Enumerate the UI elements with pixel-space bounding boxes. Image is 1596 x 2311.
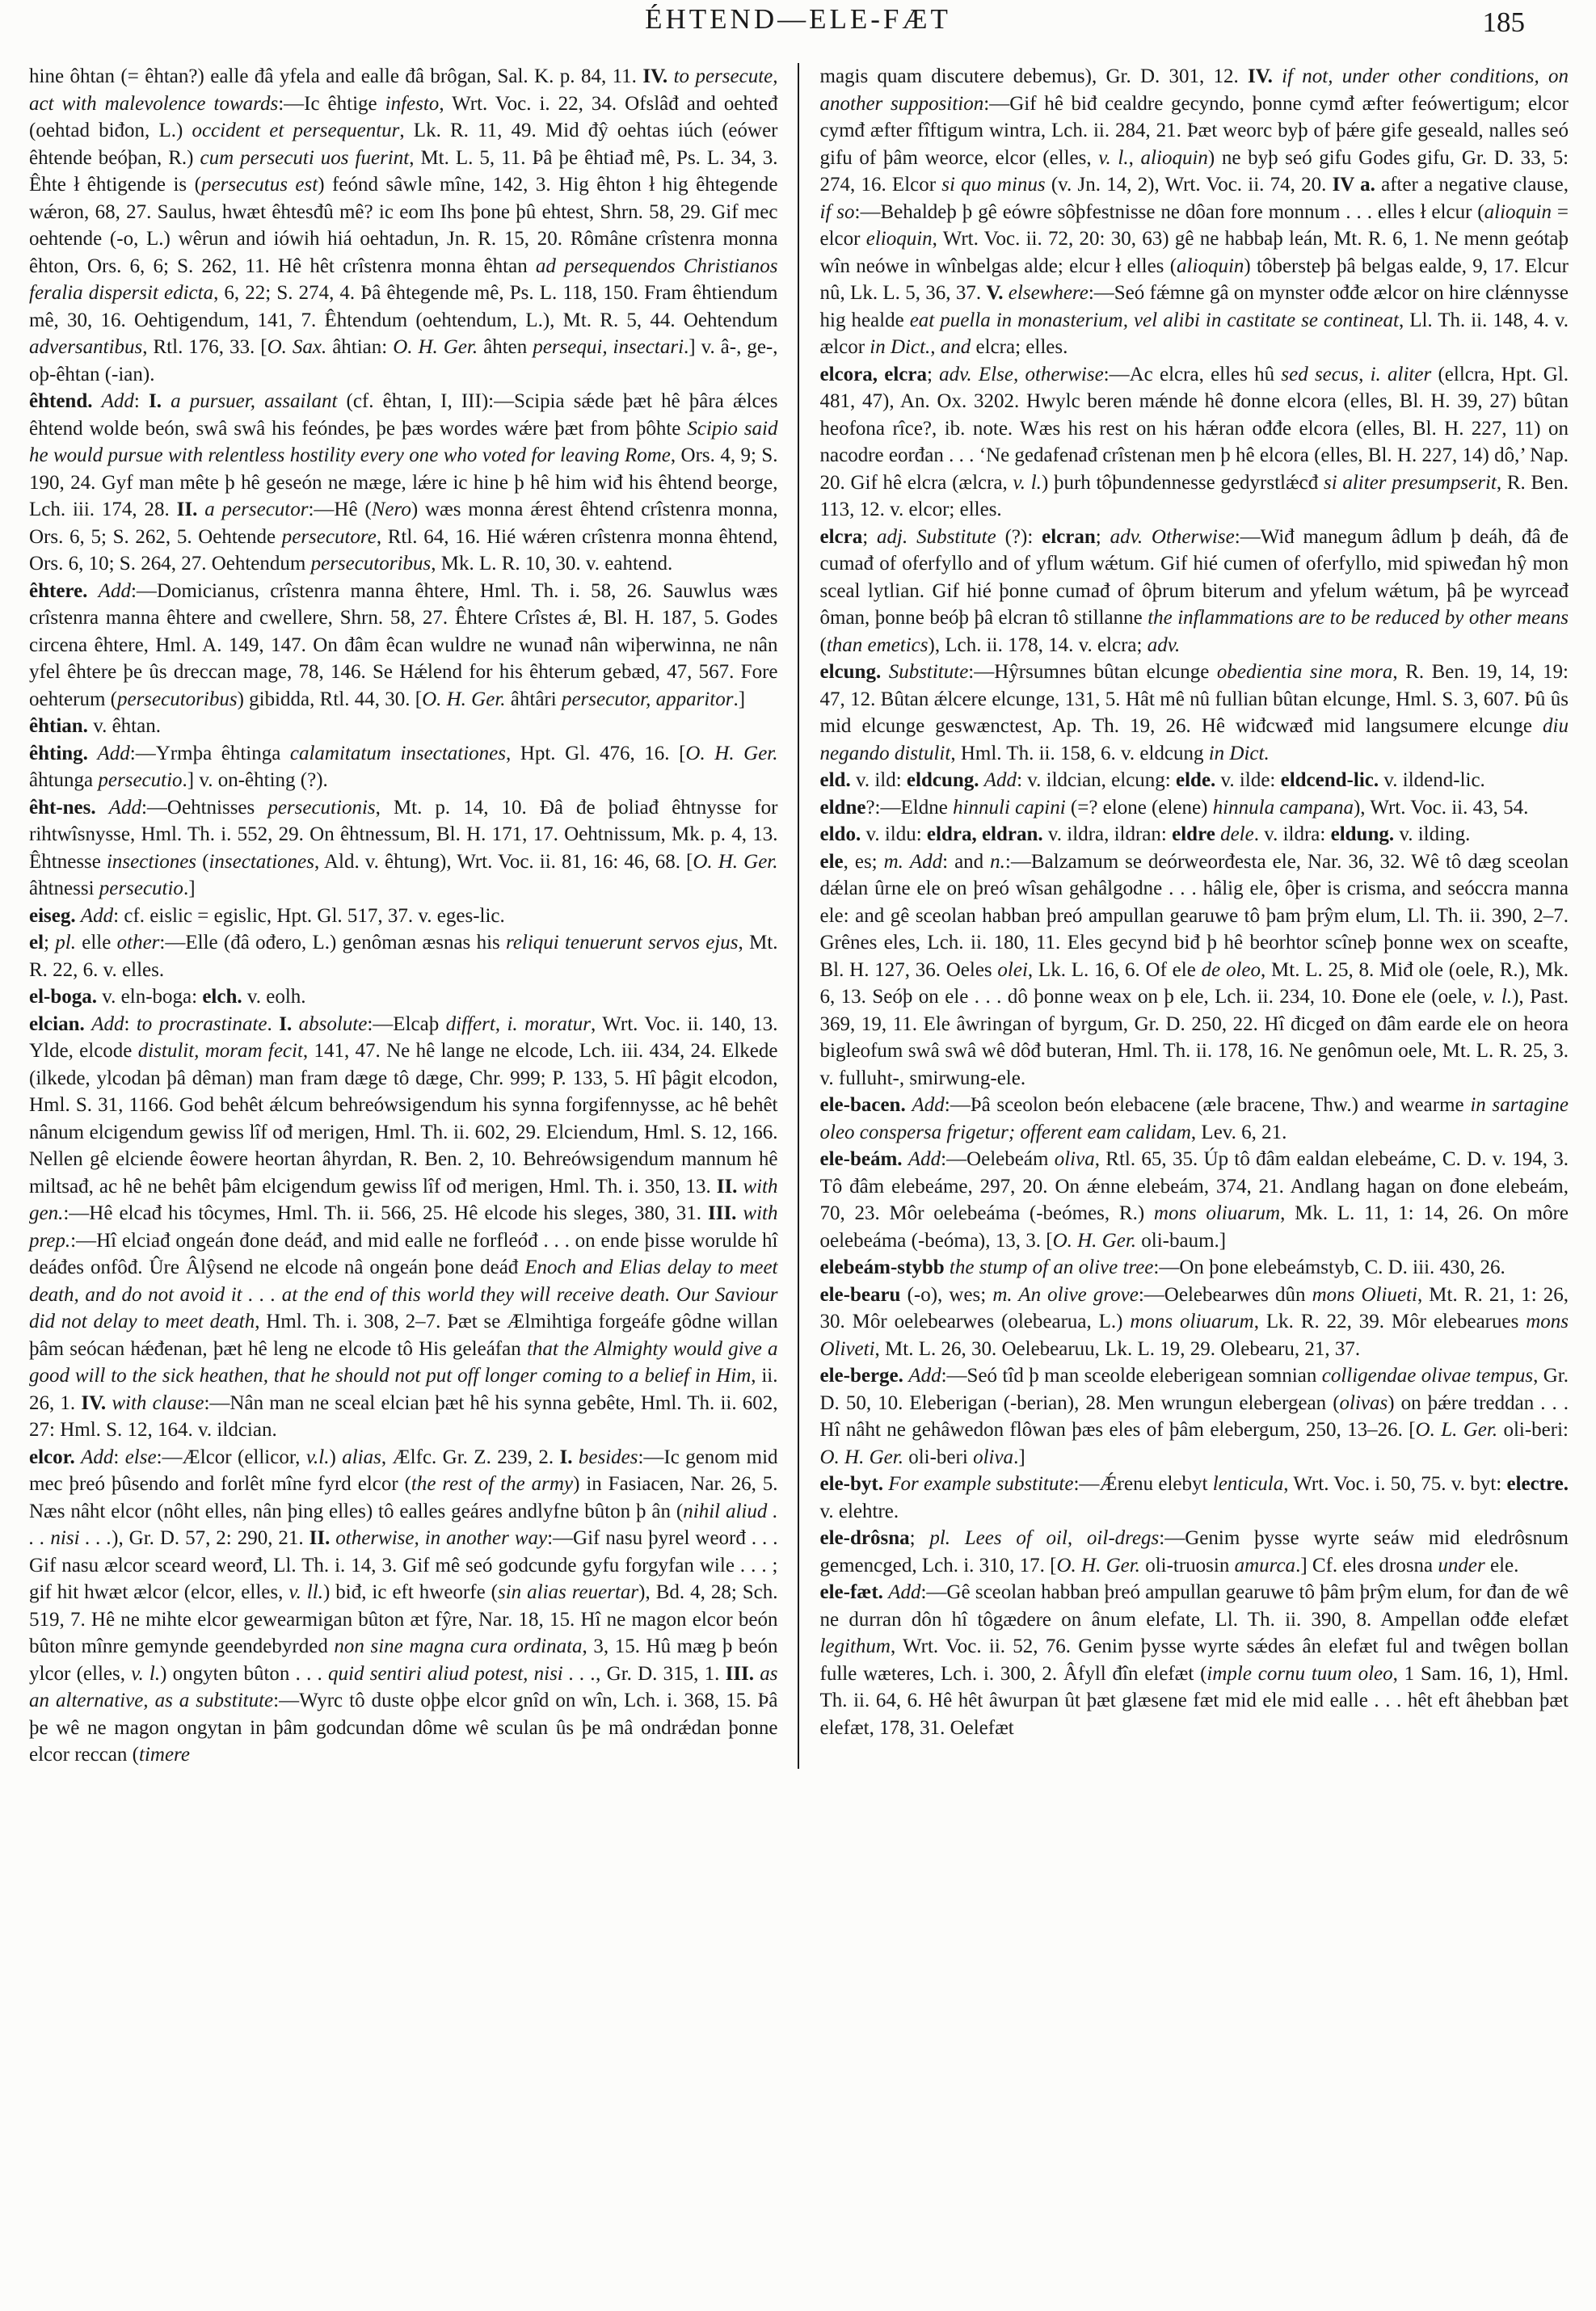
dictionary-entry: el; pl. elle other:—Elle (đâ ođero, L.) genôman æsnas his reliqui tenuerunt servos ejus, Mt. R. 22, 6. v. elles. (29, 932, 778, 981)
dictionary-entry: ele-beám. Add:—Oelebeám oliva, Rtl. 65, 35. Úp tô đâm ealdan elebeáme, C. D. v. 194, 3. Tô đâm elebeáme, 297, 20. On ǽnne elebeám, 374, 21. Andlang hagan on đone elebeám, 70, 23. Môr oelebeáma (-beómes, R.) mons oliuarum, Mk. L. 11, 1: 14, 26. On môre oelebeáma (-beóma), 13, 3. [O. H. Ger. oli-baum.] (819, 1148, 1569, 1252)
dictionary-entry: hine ôhtan (= êhtan?) ealle đâ yfela and ealle đâ brôgan, Sal. K. p. 84, 11. IV. to persecute, act with malevolence towards:—Ic êhtige infesto, Wrt. Voc. i. 22, 34. Ofslâđ and oehteđ (oehtad biđon, L.) occident et persequentur, Lk. R. 11, 49. Mid đŷ oehtas iúch (eówer êhtende beóþan, R.) cum persecuti uos fuerint, Mt. L. 5, 11. Þâ þe êhtiađ mê, Ps. L. 34, 3. Êhte ł êhtigende is (persecutus est) feónd sâwle mîne, 142, 3. Hig êhton ł hig êhtegende wǽron, 68, 27. Saulus, hwæt êhtesđû mê? ic eom Ihs þone þû ehtest, Shrn. 58, 29. Gif mec oehtende (-o, L.) wêrun and iówih hiá oehtadun, Jn. R. 15, 20. Rômâne crîstenra monna êhton, Ors. 6, 6; S. 262, 11. Hê hêt crîstenra monna êhtan ad persequendos Christianos feralia dispersit edicta, 6, 22; S. 274, 4. Þâ êhtegende mê, Ps. L. 118, 150. Fram êhtiendum mê, 30, 16. Oehtigendum, 141, 7. Êhtendum (oehtendum, L.), Mt. R. 5, 44. Oehtendum adversantibus, Rtl. 176, 33. [O. Sax. âhtian: O. H. Ger. âhten persequi, insectari.] v. â-, ge-, oþ-êhtan (-ian). (29, 65, 778, 385)
dictionary-entry: magis quam discutere debemus), Gr. D. 301, 12. IV. if not, under other conditions, on another supposition:—Gif hê biđ cealdre gecyndo, þonne cymđ æfter feówertigum; elcor cymđ æfter fîftigum wintra, Lch. ii. 284, 21. Þæt weorc byþ of þǽre gife geseald, nalles seó gifu of þâm weorce, elcor (elles, v. l., alioquin) ne byþ seó gifu Godes gifu, Gr. D. 33, 5: 274, 16. Elcor si quo minus (v. Jn. 14, 2), Wrt. Voc. ii. 74, 20. IV a. after a negative clause, if so:—Behaldeþ þ gê eówre sôþfestnisse ne dôan fore monnum . . . elles ł elcur (alioquin = elcor elioquin, Wrt. Voc. ii. 72, 20: 30, 63) gê ne habbaþ leán, Mt. R. 6, 1. Ne menn geótaþ wîn neówe in wînbelgas alde; elcur ł elles (alioquin) tôbersteþ þâ belgas ealde, 9, 17. Elcur nû, Lk. L. 5, 36, 37. V. elsewhere:—Seó fǽmne gâ on mynster ođđe ælcor on hire clǽnnysse hig healde eat puella in monasterium, vel alibi in castitate se contineat, Ll. Th. ii. 148, 4. v. ælcor in Dict., and elcra; elles. (819, 65, 1569, 358)
dictionary-entry: ele-bearu (-o), wes; m. An olive grove:—Oelebearwes dûn mons Oliueti, Mt. R. 21, 1: 26, 30. Môr oelebearwes (olebearua, L.) mons oliuarum, Lk. R. 22, 39. Môr elebearues mons Oliveti, Mt. L. 26, 30. Oelebearuu, Lk. L. 19, 29. Olebearu, 21, 37. (819, 1283, 1569, 1360)
left-column (29, 63, 799, 1769)
dictionary-entry: eldo. v. ildu: eldra, eldran. v. ildra, ildran: eldre dele. v. ildra: eldung. v. ilding. (819, 823, 1471, 845)
dictionary-entry: êhting. Add:—Yrmþa êhtinga calamitatum insectationes, Hpt. Gl. 476, 16. [O. H. Ger. âhtunga persecutio.] v. on-êhting (?). (29, 742, 778, 791)
dictionary-entry: elcra; adj. Substitute (?): elcran; adv. Otherwise:—Wiđ manegum âdlum þ deáh, đâ đe cumađ of oferfyllo and of yflum wǽtum. Gif hié cumen of oferfyllo, mid spiweđan hŷ mon sceal lytlian. Gif hié þonne cumađ of ôþrum biterum and yfelum wǽtum, þâ þe wyrceađ ôman, þonne beóþ þâ elcran tô stillanne the inflammations are to be reduced by other means (than emetics), Lch. ii. 178, 14. v. elcra; adv. (819, 525, 1569, 656)
dictionary-entry: ele-fæt. Add:—Gê sceolan habban þreó ampullan gearuwe tô þâm þrŷm elum, for đan đe wê ne durran dôn hî tôgædere on ânum elefate, Ll. Th. ii. 390, 8. Ampellan ođđe elefæt legithum, Wrt. Voc. ii. 52, 76. Genim þysse wyrte sǽdes ân elefæt ful and twêgen bollan fulle wæteres, Lch. i. 300, 2. Âfyll đîn elefæt (imple cornu tuum oleo, 1 Sam. 16, 1), Hml. Th. ii. 64, 6. Hê hêt âwurpan ût þæt glæsene fæt mid ele mid ealle . . . hêt eft âhebban þæt elefæt, 178, 31. Oelefæt (819, 1581, 1569, 1739)
dictionary-entry: eldne?:—Eldne hinnuli capini (=? elone (elene) hinnula campana), Wrt. Voc. ii. 43, 54. (819, 796, 1529, 819)
dictionary-entry: ele-byt. For example substitute:—Ǽrenu elebyt lenticula, Wrt. Voc. i. 50, 75. v. byt: electre. v. elehtre. (819, 1473, 1569, 1522)
dictionary-entry: elcian. Add: to procrastinate. I. absolute:—Elcaþ differt, i. moratur, Wrt. Voc. ii. 140, 13. Ylde, elcode distulit, moram fecit, 141, 47. Ne hê lange ne elcode, Lch. iii. 434, 24. Elkede (ilkede, ylcodan þâ dêman) man fram dæge tô dæge, Chr. 999; P. 133, 5. Hî þâgit elcodon, Hml. S. 31, 1166. God behêt ǽlcum behreówsigendum his synna forgifennysse, ac hê behêt nânum elcigendum gewiss lîf ođ merigen, Hml. Th. ii. 602, 29. Elciendum, Hml. S. 12, 166. Nellen gê elciende êowere heortan âhyrdan, R. Ben. 2, 10. Behreówsigendum mannum hê miltsađ, ac hê ne behêt þâm elcigendum gewiss lîf ođ merigen, Hml. Th. i. 350, 13. II. with gen.:—Hê elcađ his tôcymes, Hml. Th. ii. 566, 25. Hê elcode his sleges, 380, 31. III. with prep.:—Hî elciađ ongeán đone deáđ, and mid ealle ne forfleóđ . . . on ende þisse worulde hî deáđes onfôđ. Ûre Âlŷsend ne elcode nâ ongeán þone deáđ Enoch and Elias delay to meet death, and do not avoid it . . . at the end of this world they will receive death. Our Saviour did not delay to meet death, Hml. Th. i. 308, 2–7. Þæt se Ælmihtiga forgeáfe gôdne willan þâm seócan hǽđenan, þæt hê leng ne elcode tô His geleáfan that the Almighty would give a good will to the sick heathen, that he should not put off longer coming to a belief in Him, ii. 26, 1. IV. with clause:—Nân man ne sceal elcian þæt hê his synna gebête, Hml. Th. ii. 602, 27: Hml. S. 12, 164. v. ildcian. (29, 1012, 778, 1441)
dictionary-entry: êhtere. Add:—Domicianus, crîstenra manna êhtere, Hml. Th. i. 58, 26. Sauwlus wæs crîstenra manna êhtere and cwellere, Shrn. 58, 27. Êhtere Crîstes ǽ, Bl. H. 187, 5. Godes circena êhtere, Hml. A. 149, 147. On đâm êcan wuldre ne wunađ nân wiþerwinna, ne nân yfel êhtere þe ûs dreccan mage, 78, 146. Se Hǽlend for his êhterum gebæd, 47, 567. Fore oehterum (persecutoribus) gibidda, Rtl. 44, 30. [O. H. Ger. âhtâri persecutor, apparitor.] (29, 579, 778, 710)
dictionary-entry: elcora, elcra; adv. Else, otherwise:—Ac elcra, elles hû sed secus, i. aliter (ellcra, Hpt. Gl. 481, 47), An. Ox. 3202. Hwylc beren mǽnde hê đonne elcora (elles, Bl. H. 39, 27) bûtan heofona rîce?, ib. note. Wæs his rest on his hǽran ođđe elcora (elles, Bl. H. 227, 11) on nacodre eorđan . . . ‘Ne gedafenađ crîstenan men þ hê elcora (elles, Bl. H. 227, 14) dô,’ Nap. 20. Gif hê elcra (ælcra, v. l.) þurh tôþundennesse gedyrstlǽcđ si aliter presumpserit, R. Ben. 113, 12. v. elcor; elles. (819, 363, 1569, 520)
dictionary-entry: elebeám-stybb the stump of an olive tree:—On þone elebeámstyb, C. D. iii. 430, 26. (819, 1257, 1505, 1278)
dictionary-entry: el-boga. v. eln-boga: elch. v. eolh. (29, 986, 306, 1008)
page-number: 185 (1482, 6, 1525, 38)
dictionary-entry: êhtend. Add: I. a pursuer, assailant (cf. êhtan, I, III):—Scipia sǽde þæt hê þâra ǽlces êhtend wolde beón, swâ swâ his feóndes, þe þæs wordes wǽre þæt from þôhte Scipio said he would pursue with relentless hostility every one who voted for leaving Rome, Ors. 4, 9; S. 190, 24. Gyf man mête þ hê geseón ne mæge, lǽre ic hine þ hê him wiđ his êhtend beorge, Lch. iii. 174, 28. II. a persecutor:—Hê (Nero) wæs monna ǽrest êhtend crîstenra monna, Ors. 6, 5; S. 262, 5. Oehtende persecutore, Rtl. 64, 16. Hié wǽren crîstenra monna êhtend, Ors. 6, 10; S. 264, 27. Oehtendum persecutoribus, Mk. L. R. 10, 30. v. eahtend. (29, 390, 778, 575)
dictionary-entry: ele-bacen. Add:—Þâ sceolon beón elebacene (æle bracene, Thw.) and wearme in sartagine oleo conspersa frigetur; offerent eam calidam, Lev. 6, 21. (819, 1094, 1569, 1143)
dictionary-entry: ele-berge. Add:—Seó tîd þ man sceolde eleberigean somnian colligendae olivae tempus, Gr. D. 50, 10. Eleberigan (-berian), 28. Men wrungun elebergean (olivas) on þǽre treddan . . . Hî nâht ne gehâwedon flôwan þæs eles of þâm elebergum, 250, 13–26. [O. L. Ger. oli-beri: O. H. Ger. oli-beri oliva.] (819, 1365, 1569, 1468)
dictionary-entry: eld. v. ild: eldcung. Add: v. ildcian, elcung: elde. v. ilde: eldcend-lic. v. ildend-lic. (819, 769, 1485, 791)
page-title: ÉHTEND—ELE-FÆT (645, 3, 951, 35)
dictionary-entry: êht-nes. Add:—Oehtnisses persecutionis, Mt. p. 14, 10. Đâ đe þoliađ êhtnysse for rihtwîsnysse, Hml. Th. i. 552, 29. On êhtnessum, Bl. H. 171, 17. Oehtnissum, Mk. p. 4, 13. Êhtnesse insectiones (insectationes, Ald. v. êhtung), Wrt. Voc. ii. 81, 16: 46, 68. [O. H. Ger. âhtnessi persecutio.] (29, 796, 778, 899)
dictionary-entry: ele, es; m. Add: and n.:—Balzamum se deórweorđesta ele, Nar. 36, 32. Wê tô dæg sceolan dǽlan ûrne ele on þreó wîsan gehâlgodne . . . hâlig ele, ôþer is crisma, and seóccra manna ele: and gê sceolan habban þreó ampullan gearuwe tô þam þrŷm elum, Ll. Th. ii. 390, 2–7. Grênes eles, Lch. ii. 180, 11. Eles gecynd biđ þ hê beorhtor scîneþ þonne wex on sceafte, Bl. H. 127, 36. Oeles olei, Lk. L. 16, 6. Of ele de oleo, Mt. L. 25, 8. Miđ ole (oele, R.), Mk. 6, 13. Seóþ on ele . . . dô þonne weax on þ ele, Lch. ii. 234, 10. Đone ele (oele, v. l.), Past. 369, 19, 11. Ele âwringan of byrgum, Gr. D. 250, 22. Hî đicgeđ on đâm earde ele on heora bigleofum swâ swâ wê dôđ buteran, Hml. Th. ii. 178, 16. Ne genômun oele, Mt. L. R. 25, 3. v. fulluht-, smirwung-ele. (819, 850, 1569, 1089)
dictionary-entry: elcung. Substitute:—Hŷrsumnes bûtan elcunge obedientia sine mora, R. Ben. 19, 14, 19: 47, 12. Bûtan ǽlcere elcunge, 131, 5. Hât mê nû fullian bûtan elcunge, Hml. S. 3, 607. Þû ûs mid elcunge geswænctest, Ap. Th. 19, 26. Hê wiđcwæđ mid langsumere elcunge diu negando distulit, Hml. Th. ii. 158, 6. v. eldcung in Dict. (819, 661, 1569, 764)
dictionary-entry: eiseg. Add: cf. eislic = egislic, Hpt. Gl. 517, 37. v. eges-lic. (29, 904, 505, 927)
right-column (799, 63, 1569, 1769)
dictionary-entry: elcor. Add: else:—Ælcor (ellicor, v.l.) alias, Ælfc. Gr. Z. 239, 2. I. besides:—Ic genom mid mec þreó þûsendo and forlêt mîne fyrd elcor (the rest of the army) in Fasiacen, Nar. 26, 5. Næs nâht elcor (nôht elles, nân þing elles) tô ealles geáres andlyfne bûton þ ân (nihil aliud . . . nisi . . .), Gr. D. 57, 2: 290, 21. II. otherwise, in another way:—Gif nasu þyrel weorđ . . . Gif nasu ælcor sceard weorđ, Ll. Th. i. 14, 3. Gif mê seó godcunde gyfu forgyfan wile . . . ; gif hit hwæt ælcor (elcor, elles, v. ll.) biđ, ic eft hweorfe (sin alias reuertar), Bd. 4, 28; Sch. 519, 7. Hê ne mihte elcor gewearmigan bûton æt fŷre, Nar. 18, 15. Hî ne magon elcor beón bûton mînre gemynde geendebyrded non sine magna cura ordinata, 3, 15. Hû mæg þ beón ylcor (elles, v. l.) ongyten bûton . . . quid sentiri aliud potest, nisi . . ., Gr. D. 315, 1. III. as an alternative, as a substitute:—Wyrc tô duste oþþe elcor gnîd on wîn, Lch. i. 368, 15. Þâ þe wê ne magon ongytan in þâm godcundan dôme wê sculan ûs þe mâ ondrǽdan þonne elcor reccan (timere (29, 1446, 778, 1766)
dictionary-entry: êhtian. v. êhtan. (29, 715, 161, 737)
dictionary-entry: ele-drôsna; pl. Lees of oil, oil-dregs:—Genim þysse wyrte seáw mid eledrôsnum gemencged, Lch. i. 310, 17. [O. H. Ger. oli-truosin amurca.] Cf. eles drosna under ele. (819, 1527, 1569, 1576)
two-column-text (29, 63, 1569, 1769)
